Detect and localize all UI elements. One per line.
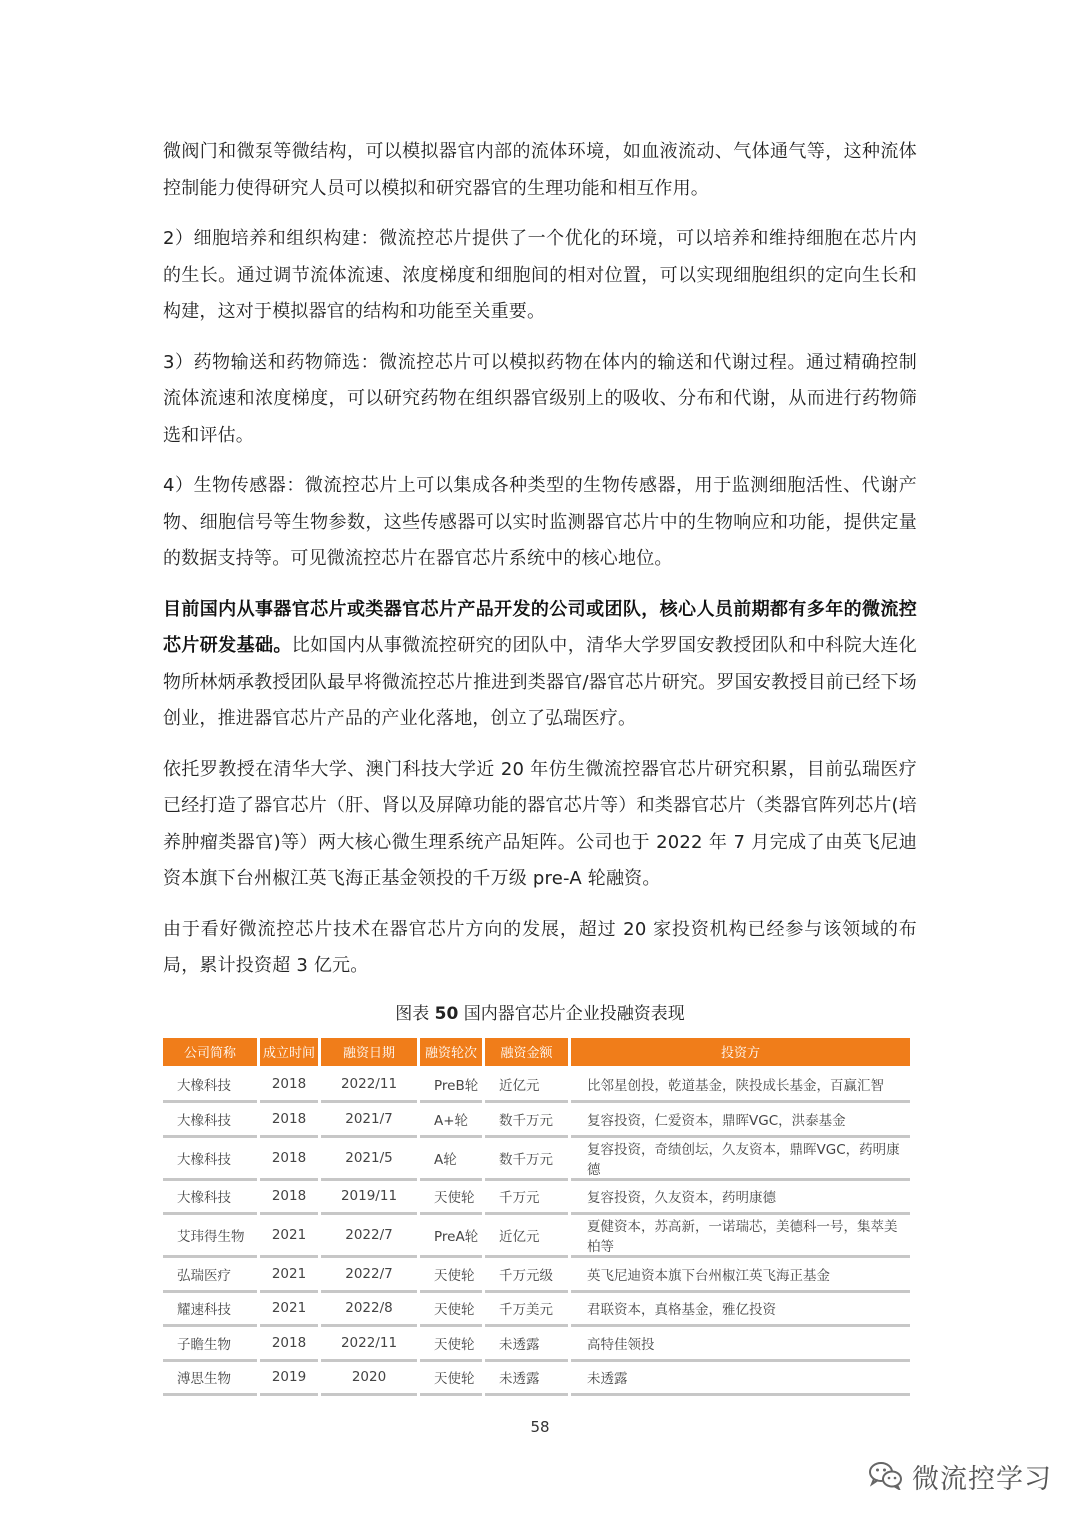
watermark-label: 微流控学习 — [912, 1464, 1052, 1495]
watermark — [868, 1457, 1052, 1496]
column-header: 公司简称 — [163, 1038, 257, 1069]
founded-cell: 2021 — [260, 1258, 318, 1293]
founded-cell: 2019 — [260, 1362, 318, 1397]
company-cell: 大橡科技 — [163, 1069, 257, 1104]
date-cell: 2022/11 — [321, 1069, 417, 1104]
wechat-icon — [868, 1460, 904, 1494]
founded-cell: 2018 — [260, 1138, 318, 1181]
investment-table — [160, 1038, 913, 1397]
paragraph: 依托罗教授在清华大学、澳门科技大学近 20 年仿生微流控器官芯片研究积累，目前弘瑞医疗已经打造了器官芯片（肝、肾以及屏障功能的器官芯片等）和类器官芯片（类器官阵列芯片(培养肿瘤类器官)等）两大核心微生理系统产品矩阵。公司也于 2022 年 7 月完成了由英飞尼迪资本旗下台州椒江英飞海正基金领投的千万级 pre-A 轮融资。 — [163, 758, 917, 889]
date-cell: 2022/7 — [321, 1215, 417, 1258]
company-cell: 溥思生物 — [163, 1362, 257, 1397]
paragraph-rest: 比如国内从事微流控研究的团队中，清华大学罗国安教授团队和中科院大连化物所林炳承教授团队最早将微流控芯片推进到类器官/器官芯片研究。罗国安教授目前已经下场创业，推进器官芯片产品的产业化落地，创立了弘瑞医疗。 — [163, 635, 917, 729]
date-cell: 2019/11 — [321, 1181, 417, 1216]
round-cell: 天使轮 — [420, 1293, 482, 1328]
table-row — [163, 1138, 910, 1181]
round-cell: PreA轮 — [420, 1215, 482, 1258]
amount-cell: 千万美元 — [485, 1293, 568, 1328]
company-cell: 弘瑞医疗 — [163, 1258, 257, 1293]
amount-cell: 千万元级 — [485, 1258, 568, 1293]
founded-cell: 2018 — [260, 1069, 318, 1104]
amount-cell: 近亿元 — [485, 1069, 568, 1104]
company-cell: 艾玮得生物 — [163, 1215, 257, 1258]
founded-cell: 2018 — [260, 1327, 318, 1362]
amount-cell: 数千万元 — [485, 1103, 568, 1138]
date-cell: 2021/7 — [321, 1103, 417, 1138]
round-cell: PreB轮 — [420, 1069, 482, 1104]
column-header: 投资方 — [571, 1038, 910, 1069]
date-cell: 2022/7 — [321, 1258, 417, 1293]
page-number: 58 — [530, 1418, 550, 1436]
table-row — [163, 1258, 910, 1293]
date-cell: 2020 — [321, 1362, 417, 1397]
paragraph: 3）药物输送和药物筛选：微流控芯片可以模拟药物在体内的输送和代谢过程。通过精确控制流体流速和浓度梯度，可以研究药物在组织器官级别上的吸收、分布和代谢，从而进行药物筛选和评估。 — [163, 351, 917, 446]
date-cell: 2021/5 — [321, 1138, 417, 1181]
amount-cell: 未透露 — [485, 1327, 568, 1362]
table-header-row — [163, 1038, 910, 1069]
caption-title: 国内器官芯片企业投融资表现 — [463, 1003, 685, 1024]
round-cell: 天使轮 — [420, 1258, 482, 1293]
date-cell: 2022/11 — [321, 1327, 417, 1362]
table-row — [163, 1215, 910, 1258]
table-row — [163, 1103, 910, 1138]
investor-cell: 英飞尼迪资本旗下台州椒江英飞海正基金 — [571, 1258, 910, 1293]
founded-cell: 2018 — [260, 1103, 318, 1138]
investor-cell: 复容投资，久友资本，药明康德 — [571, 1181, 910, 1216]
table-caption — [163, 999, 917, 1024]
amount-cell: 未透露 — [485, 1362, 568, 1397]
caption-number: 50 — [434, 1003, 459, 1024]
paragraph: 4）生物传感器：微流控芯片上可以集成各种类型的生物传感器，用于监测细胞活性、代谢产物、细胞信号等生物参数，这些传感器可以实时监测器官芯片中的生物响应和功能，提供定量的数据支持等。可见微流控芯片在器官芯片系统中的核心地位。 — [163, 475, 917, 569]
amount-cell: 千万元 — [485, 1181, 568, 1216]
investor-cell: 高特佳领投 — [571, 1327, 910, 1362]
date-cell: 2022/8 — [321, 1293, 417, 1328]
round-cell: 天使轮 — [420, 1181, 482, 1216]
founded-cell: 2021 — [260, 1293, 318, 1328]
round-cell: A+轮 — [420, 1103, 482, 1138]
paragraph: 微阀门和微泵等微结构，可以模拟器官内部的流体环境，如血液流动、气体通气等，这种流体控制能力使得研究人员可以模拟和研究器官的生理功能和相互作用。 — [163, 141, 917, 199]
company-cell: 大橡科技 — [163, 1138, 257, 1181]
caption-prefix: 图表 — [395, 1003, 430, 1024]
highlight-paragraph — [163, 592, 917, 738]
amount-cell: 近亿元 — [485, 1215, 568, 1258]
table-row — [163, 1362, 910, 1397]
round-cell: 天使轮 — [420, 1362, 482, 1397]
founded-cell: 2018 — [260, 1181, 318, 1216]
round-cell: 天使轮 — [420, 1327, 482, 1362]
table-row — [163, 1327, 910, 1362]
company-cell: 大橡科技 — [163, 1181, 257, 1216]
column-header: 成立时间 — [260, 1038, 318, 1069]
column-header: 融资轮次 — [420, 1038, 482, 1069]
round-cell: A轮 — [420, 1138, 482, 1181]
paragraph: 2）细胞培养和组织构建：微流控芯片提供了一个优化的环境，可以培养和维持细胞在芯片内的生长。通过调节流体流速、浓度梯度和细胞间的相对位置，可以实现细胞组织的定向生长和构建，这对于模拟器官的结构和功能至关重要。 — [163, 228, 917, 322]
table-body — [163, 1069, 910, 1397]
paragraph: 由于看好微流控芯片技术在器官芯片方向的发展，超过 20 家投资机构已经参与该领域的布局，累计投资超 3 亿元。 — [163, 918, 917, 976]
bold-lead: 目前国内从事器官芯片或类器官芯片产品开发的公司或团队，核心人员前期都有多年的微流控芯片研发基础。 — [163, 598, 917, 656]
company-cell: 大橡科技 — [163, 1103, 257, 1138]
column-header: 融资日期 — [321, 1038, 417, 1069]
investor-cell: 君联资本，真格基金，雅亿投资 — [571, 1293, 910, 1328]
investor-cell: 比邻星创投，乾道基金，陕投成长基金，百赢汇智 — [571, 1069, 910, 1104]
investor-cell: 复容投资，仁爱资本，鼎晖VGC，洪泰基金 — [571, 1103, 910, 1138]
investor-cell: 未透露 — [571, 1362, 910, 1397]
table-row — [163, 1181, 910, 1216]
investor-cell: 复容投资，奇绩创坛，久友资本，鼎晖VGC，药明康德 — [571, 1138, 910, 1181]
page-content — [163, 134, 917, 1396]
founded-cell: 2021 — [260, 1215, 318, 1258]
company-cell: 子瞻生物 — [163, 1327, 257, 1362]
column-header: 融资金额 — [485, 1038, 568, 1069]
table-row — [163, 1293, 910, 1328]
company-cell: 耀速科技 — [163, 1293, 257, 1328]
table-row — [163, 1069, 910, 1104]
amount-cell: 数千万元 — [485, 1138, 568, 1181]
investor-cell: 夏健资本，苏高新，一诺瑞芯，美德科一号，集萃美柏等 — [571, 1215, 910, 1258]
